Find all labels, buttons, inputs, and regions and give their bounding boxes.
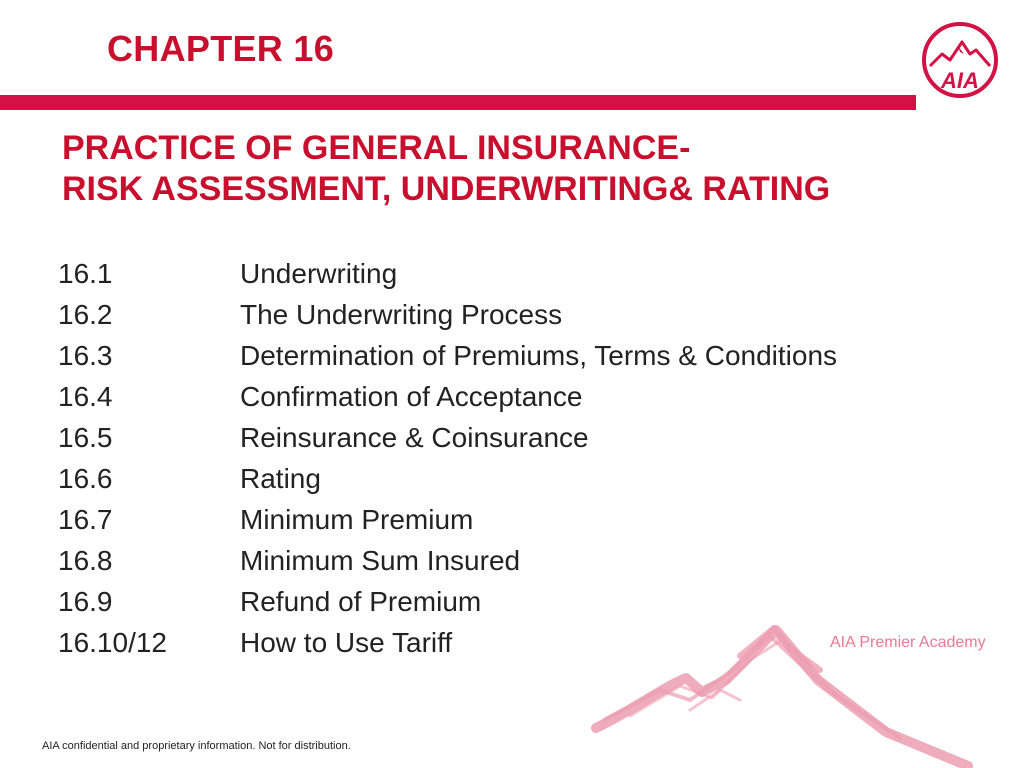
item-title: Rating <box>240 463 321 494</box>
contents-item <box>58 581 998 622</box>
item-title: How to Use Tariff <box>240 627 453 658</box>
slide-title-line-2: RISK ASSESSMENT, UNDERWRITING& RATING <box>62 170 831 208</box>
contents-item <box>58 335 998 376</box>
contents-item <box>58 540 998 581</box>
item-number: 16.4 <box>58 381 113 412</box>
item-title: Confirmation of Acceptance <box>240 381 583 412</box>
item-number: 16.1 <box>58 258 113 289</box>
contents-item <box>58 417 998 458</box>
item-title: Determination of Premiums, Terms & Conditions <box>240 340 838 371</box>
slide-title <box>62 128 1002 210</box>
contents-list <box>58 253 998 663</box>
aia-logo-text: AIA <box>941 68 979 93</box>
contents-item <box>58 458 998 499</box>
contents-item <box>58 376 998 417</box>
item-title: The Underwriting Process <box>240 299 563 330</box>
item-title: Minimum Premium <box>240 504 474 535</box>
item-number: 16.7 <box>58 504 113 535</box>
contents-item <box>58 499 998 540</box>
item-number: 16.2 <box>58 299 113 330</box>
item-number: 16.10/12 <box>58 627 167 658</box>
item-title: Refund of Premium <box>240 586 482 617</box>
item-number: 16.8 <box>58 545 113 576</box>
item-title: Reinsurance & Coinsurance <box>240 422 589 453</box>
contents-item <box>58 294 998 335</box>
item-number: 16.3 <box>58 340 113 371</box>
footer-disclaimer: AIA confidential and proprietary information. Not for distribution. <box>42 740 351 752</box>
contents-item <box>58 253 998 294</box>
item-number: 16.6 <box>58 463 113 494</box>
slide-title-line-1: PRACTICE OF GENERAL INSURANCE- <box>62 129 691 167</box>
chapter-heading: CHAPTER 16 <box>107 28 335 69</box>
academy-brand-label: AIA Premier Academy <box>830 634 986 651</box>
aia-logo-icon <box>920 20 1000 100</box>
item-number: 16.9 <box>58 586 113 617</box>
item-number: 16.5 <box>58 422 113 453</box>
item-title: Underwriting <box>240 258 398 289</box>
item-title: Minimum Sum Insured <box>240 545 521 576</box>
header-red-bar <box>0 95 916 110</box>
